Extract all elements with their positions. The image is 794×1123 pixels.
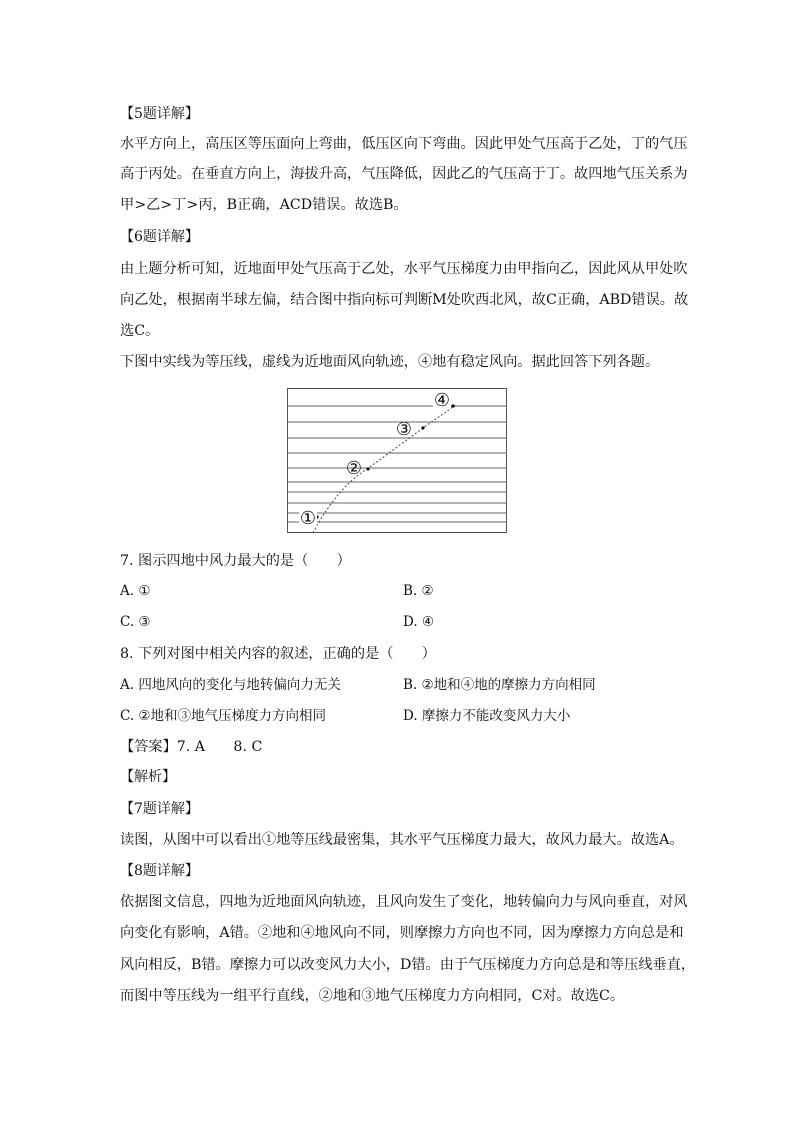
isobar-figure [287, 388, 507, 533]
q7-option-a: A. ① [120, 583, 151, 599]
q7-option-b: B. ② [403, 583, 434, 599]
q5-detail-line: 甲>乙>丁>丙，B正确，ACD错误。故选B。 [120, 197, 408, 213]
figure-intro: 下图中实线为等压线，虚线为近地面风向轨迹，④地有稳定风向。据此回答下列各题。 [120, 354, 660, 370]
q8-option-d: D. 摩擦力不能改变风力大小 [403, 708, 571, 724]
point-2 [366, 467, 369, 470]
q8-detail-line: 风向相反，B错。摩擦力可以改变风力大小，D错。由于气压梯度力方向总是和等压线垂直， [120, 957, 696, 973]
q5-detail-line: 高于丙处。在垂直方向上，海拔升高，气压降低，因此乙的气压高于丁。故四地气压关系为 [120, 166, 688, 182]
label-1: ① [299, 508, 317, 529]
point-4 [451, 404, 454, 407]
q7-detail-heading: 【7题详解】 [120, 801, 199, 817]
point-3 [421, 426, 424, 429]
q6-detail-line: 选C。 [120, 323, 160, 339]
q7-option-d: D. ④ [403, 614, 435, 630]
q8-detail-line: 而图中等压线为一组平行直线，②地和③地气压梯度力方向相同，C对。故选C。 [120, 988, 625, 1004]
q7-option-c: C. ③ [120, 614, 151, 630]
q8-stem: 8. 下列对图中相关内容的叙述，正确的是（ ） [120, 646, 436, 662]
figure-frame [288, 389, 507, 533]
q8-option-c: C. ②地和③地气压梯度力方向相同 [120, 708, 327, 724]
label-4: ④ [433, 390, 451, 411]
label-2: ② [345, 458, 363, 479]
q7-detail-line: 读图，从图中可以看出①地等压线最密集，其水平气压梯度力最大，故风力最大。故选A。 [120, 832, 684, 848]
q6-detail-line: 由上题分析可知，近地面甲处气压高于乙处，水平气压梯度力由甲指向乙，因此风从甲处吹 [120, 261, 688, 277]
q8-detail-line: 向变化有影响，A错。②地和④地风向不同，则摩擦力方向也不同，因为摩擦力方向总是和 [120, 925, 684, 941]
q5-detail-line: 水平方向上，高压区等压面向上弯曲，低压区向下弯曲。因此甲处气压高于乙处，丁的气压 [120, 136, 688, 152]
label-3: ③ [395, 419, 413, 440]
isobar-diagram [287, 388, 507, 533]
q7-stem: 7. 图示四地中风力最大的是（ ） [120, 553, 351, 569]
answer-line: 【答案】7. A 8. C [120, 739, 263, 755]
q8-detail-line: 依据图文信息，四地为近地面风向轨迹，且风向发生了变化，地转偏向力与风向垂直，对风 [120, 894, 688, 910]
q5-detail-heading: 【5题详解】 [120, 106, 199, 122]
q6-detail-line: 向乙处，根据南半球左偏，结合图中指向标可判断M处吹西北风，故C正确，ABD错误。故 [120, 292, 689, 308]
q8-option-a: A. 四地风向的变化与地转偏向力无关 [120, 677, 341, 693]
analysis-heading: 【解析】 [120, 769, 176, 785]
q8-option-b: B. ②地和④地的摩擦力方向相同 [403, 677, 596, 693]
q8-detail-heading: 【8题详解】 [120, 863, 199, 879]
q6-detail-heading: 【6题详解】 [120, 229, 199, 245]
